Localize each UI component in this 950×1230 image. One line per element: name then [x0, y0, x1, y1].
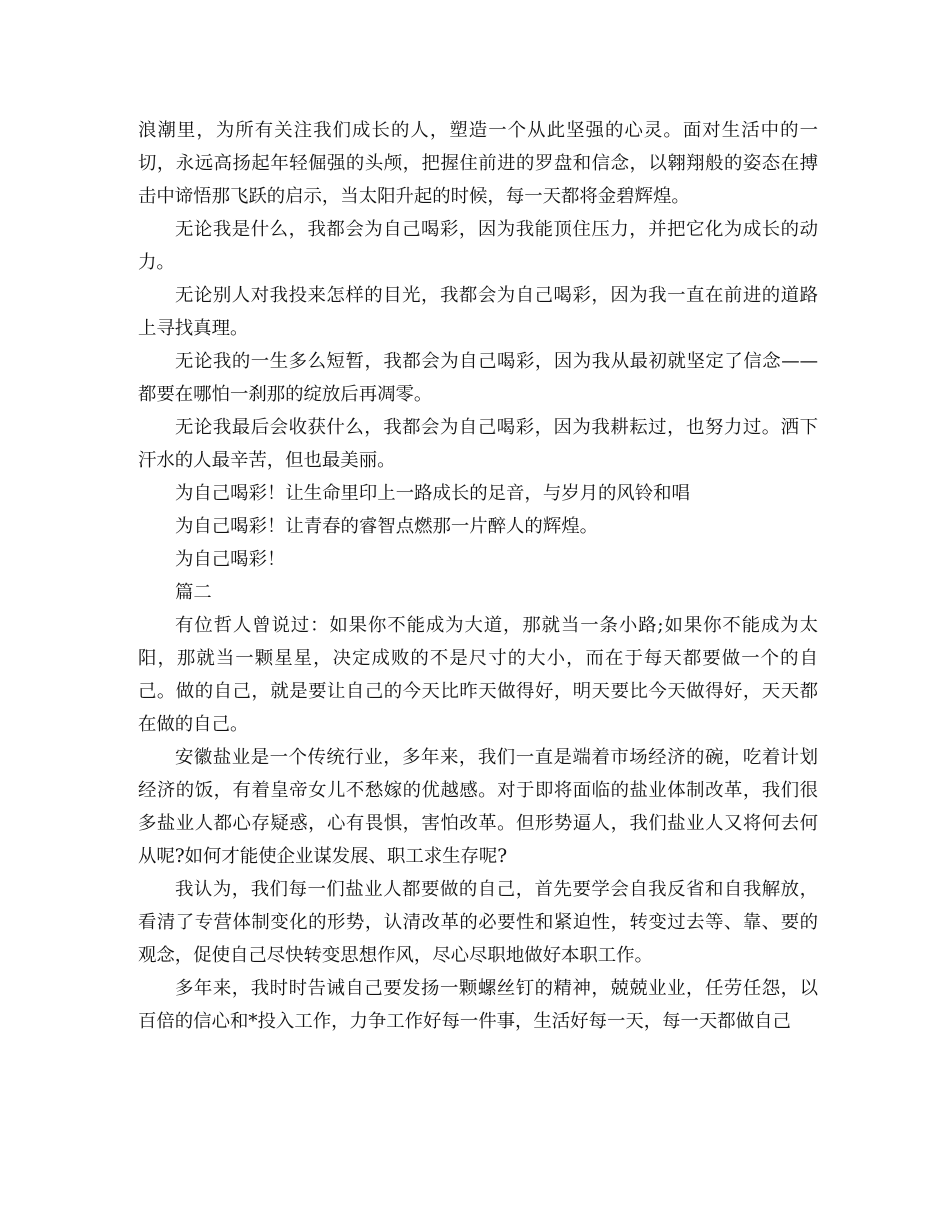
section-heading: 篇二: [175, 582, 212, 603]
paragraph-8: 为自己喝彩！: [175, 549, 286, 570]
paragraph-5: 无论我最后会收获什么，我都会为自己喝彩，因为我耕耘过，也努力过。洒下汗水的人最辛苦，但也最美丽。: [138, 417, 818, 471]
document-body: [138, 114, 818, 1038]
paragraph-1: 浪潮里，为所有关注我们成长的人，塑造一个从此坚强的心灵。面对生活中的一切，永远高扬起年轻倔强的头颅，把握住前进的罗盘和信念，以翱翔般的姿态在搏击中谛悟那飞跃的启示，当太阳升起的时候，每一天都将金碧辉煌。: [138, 120, 818, 207]
paragraph-3: 无论别人对我投来怎样的目光，我都会为自己喝彩，因为我一直在前进的道路上寻找真理。: [138, 285, 818, 339]
paragraph-11: 安徽盐业是一个传统行业，多年来，我们一直是端着市场经济的碗，吃着计划经济的饭，有着皇帝女儿不愁嫁的优越感。对于即将面临的盐业体制改革，我们很多盐业人都心存疑惑，心有畏惧，害怕改革。但形势逼人，我们盐业人又将何去何从呢?如何才能使企业谋发展、职工求生存呢?: [138, 747, 818, 867]
paragraph-10: 有位哲人曾说过：如果你不能成为大道，那就当一条小路;如果你不能成为太阳，那就当一颗星星，决定成败的不是尺寸的大小，而在于每天都要做一个的自己。做的自己，就是要让自己的今天比昨天做得好，明天要比今天做得好，天天都在做的自己。: [138, 615, 818, 735]
paragraph-2: 无论我是什么，我都会为自己喝彩，因为我能顶住压力，并把它化为成长的动力。: [138, 219, 818, 273]
paragraph-13: 多年来，我时时告诫自己要发扬一颗螺丝钉的精神，兢兢业业，任劳任怨，以百倍的信心和*投入工作，力争工作好每一件事，生活好每一天，每一天都做自己: [138, 978, 818, 1032]
paragraph-4: 无论我的一生多么短暂，我都会为自己喝彩，因为我从最初就坚定了信念——都要在哪怕一刹那的绽放后再凋零。: [138, 351, 818, 405]
paragraph-12: 我认为，我们每一们盐业人都要做的自己，首先要学会自我反省和自我解放，看清了专营体制变化的形势，认清改革的必要性和紧迫性，转变过去等、靠、要的观念，促使自己尽快转变思想作风，尽心尽职地做好本职工作。: [138, 879, 818, 966]
paragraph-7: 为自己喝彩！让青春的睿智点燃那一片醉人的辉煌。: [175, 516, 598, 537]
paragraph-6: 为自己喝彩！让生命里印上一路成长的足音，与岁月的风铃和唱: [175, 483, 690, 504]
